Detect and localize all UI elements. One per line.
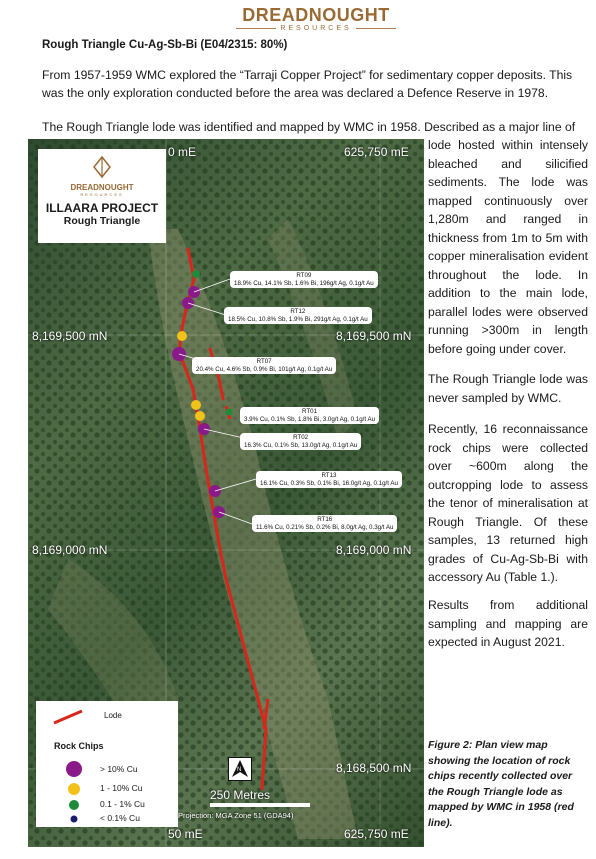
map-logo-wordmark: DREADNOUGHT (70, 183, 134, 192)
paragraph-lode-intro: The Rough Triangle lode was identified and mapped by WMC in 1958. Described as a major line of (42, 120, 576, 134)
callout-rt09 (230, 271, 378, 288)
north-arrow-icon (228, 757, 252, 781)
grid-label-bottom-right: 625,750 mE (344, 827, 409, 841)
callout-rt16 (252, 515, 397, 532)
paragraph-lode-description: lode hosted within intensely bleached and silicified sediments. The lode was mapped continuously over 1,280m and ranged in thickness from 1m to 5m with copper mineralisation evident throughout the lode. In addition to the main lode, parallel lodes were observed running >300m in length before going under cover. (428, 138, 588, 356)
legend-label-high: > 10% Cu (100, 764, 138, 774)
grid-label-n2-left: 8,169,000 mN (32, 543, 108, 557)
sample-green-2 (226, 409, 233, 416)
svg-text:N: N (237, 767, 242, 773)
callout-rt09-text: 18.9% Cu, 14.1% Sb, 1.6% Bi, 196g/t Ag, 0.1g/t Au (234, 279, 374, 287)
callout-rt02-text: 16.3% Cu, 0.1% Sb, 13.0g/t Ag, 0.1g/t Au (244, 441, 358, 449)
legend-swatch-high (62, 759, 92, 779)
logo-wordmark: DREADNOUGHT (242, 5, 390, 25)
callout-rt01 (240, 407, 379, 424)
grid-label-top-left: 0 mE (168, 145, 197, 159)
callout-rt01-text: 3.9% Cu, 0.1% Sb, 1.8% Bi, 3.0g/t Ag, 0.1g/t Au (244, 415, 376, 423)
sample-green-1 (192, 270, 200, 278)
callout-rt09-id: RT09 (296, 272, 312, 279)
logo-sub-label: RESOURCES (280, 25, 352, 32)
dreadnought-emblem-icon (92, 155, 112, 179)
scale-label: 250 Metres (210, 788, 271, 802)
legend-rock-chips-title: Rock Chips (54, 741, 104, 751)
grid-label-n1-left: 8,169,500 mN (32, 329, 108, 343)
callout-rt12-text: 18.5% Cu, 10.8% Sb, 1.9% Bi, 291g/t Ag, 0.1g/t Au (228, 315, 368, 323)
callout-rt07-id: RT07 (256, 358, 272, 365)
callout-rt12 (224, 307, 372, 324)
dreadnought-logo (236, 6, 396, 33)
logo-subtext (236, 24, 396, 33)
legend-label-trace: < 0.1% Cu (100, 813, 140, 823)
map-area-title: Rough Triangle (63, 215, 141, 227)
map-legend (36, 701, 178, 827)
callout-rt07-text: 20.4% Cu, 4.6% Sb, 0.9% Bi, 101g/t Ag, 0.1g/t Au (196, 365, 333, 373)
paragraph-history: From 1957-1959 WMC explored the “Tarraji Copper Project” for sedimentary copper deposits. This was the only exploration conducted before the area was declared a Defence Reserve in 1978. (42, 68, 573, 100)
callout-rt02 (240, 433, 361, 450)
scale-bar (210, 803, 310, 807)
legend-swatch-trace (62, 809, 92, 829)
grid-label-n1-right: 8,169,500 mN (336, 329, 412, 343)
grid-label-bottom-left: 50 mE (168, 827, 203, 841)
callout-rt07 (192, 357, 336, 374)
callout-rt02-id: RT02 (293, 434, 309, 441)
legend-label-mid: 1 - 10% Cu (100, 783, 143, 793)
callout-rt12-id: RT12 (290, 308, 306, 315)
callout-rt13-id: RT13 (321, 472, 337, 479)
section-heading: Rough Triangle Cu-Ag-Sb-Bi (E04/2315: 80%) (42, 39, 288, 51)
sample-yellow-2 (191, 400, 201, 410)
legend-label-low: 0.1 - 1% Cu (100, 799, 145, 809)
paragraph-results: Results from additional sampling and mapping are expected in August 2021. (428, 598, 588, 649)
callout-rt13 (256, 471, 402, 488)
projection-label: Projection: MGA Zone 51 (GDA94) (178, 811, 294, 820)
callout-rt01-id: RT01 (302, 408, 318, 415)
sample-yellow-3 (195, 411, 205, 421)
map-logo-sub: RESOURCES (80, 192, 124, 197)
map-project-title: ILLAARA PROJECT (45, 201, 159, 215)
paragraph-rock-chips: Recently, 16 reconnaissance rock chips were collected over ~600m along the outcropping lode to assess the tenor of mineralisation at Rough Triangle. Of these samples, 13 returned high grades of Cu-Ag-Sb-Bi with accessory Au (Table 1.). (428, 422, 588, 584)
grid-label-n2-right: 8,169,000 mN (336, 543, 412, 557)
callout-rt16-text: 11.6% Cu, 0.21% Sb, 0.2% Bi, 8.0g/t Ag, 0.3g/t Au (256, 523, 394, 531)
callout-rt13-text: 16.1% Cu, 0.3% Sb, 0.1% Bi, 16.0g/t Ag, 0.1g/t Au (260, 479, 398, 487)
plan-view-map (28, 139, 424, 847)
callout-rt16-id: RT16 (317, 516, 333, 523)
sample-yellow-1 (177, 331, 187, 341)
map-title-box (38, 149, 166, 243)
paragraph-not-sampled: The Rough Triangle lode was never sampled by WMC. (428, 372, 588, 405)
figure-caption: Figure 2: Plan view map showing the location of rock chips recently collected over the Rough Triangle lode as mapped by WMC in 1958 (red line). (428, 739, 574, 829)
legend-lode-label: Lode (104, 711, 122, 720)
lode-legend-swatch (52, 707, 92, 727)
grid-label-n3-right: 8,168,500 mN (336, 761, 412, 775)
grid-label-top-right: 625,750 mE (344, 145, 409, 159)
